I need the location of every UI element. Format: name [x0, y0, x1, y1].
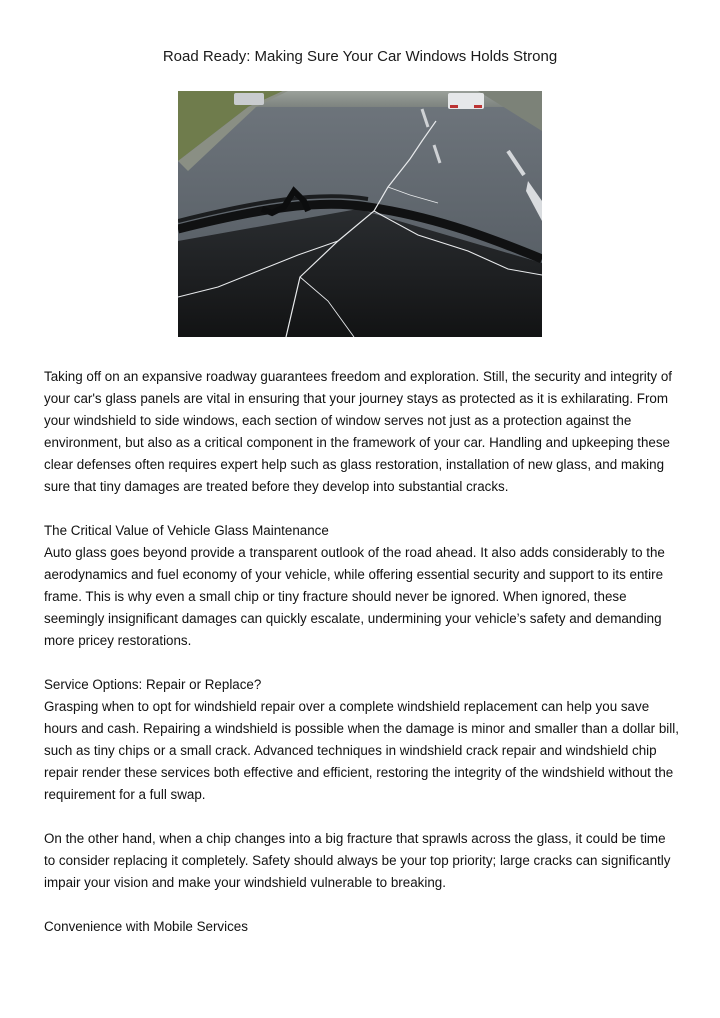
document-title: Road Ready: Making Sure Your Car Windows Holds Strong	[162, 48, 558, 65]
article-body	[44, 366, 680, 938]
section-heading-repair-or-replace: Service Options: Repair or Replace?	[44, 677, 262, 692]
section-heading-glass-maintenance: The Critical Value of Vehicle Glass Maintenance	[44, 523, 329, 538]
section-paragraph-repair: Grasping when to opt for windshield repair over a complete windshield replacement can help you save hours and cash. Repairing a windshield is possible when the damage is minor and smaller than a dollar bill, such as tiny chips or a small crack. Advanced techniques in windshield crack repair and windshield chip repair render these services both effective and efficient, restoring the integrity of the windshield without the requirement for a full swap.	[44, 699, 679, 802]
windshield-photo	[178, 91, 542, 337]
section-heading-mobile-services: Convenience with Mobile Services	[44, 919, 248, 934]
section-paragraph-glass-maintenance: Auto glass goes beyond provide a transparent outlook of the road ahead. It also adds considerably to the aerodynamics and fuel economy of your vehicle, while offering essential security and support to its entire frame. This is why even a small chip or tiny fracture should never be ignored. When ignored, these seemingly insignificant damages can quickly escalate, undermining your vehicle’s safety and demanding more pricey restorations.	[44, 545, 665, 648]
section-paragraph-replace: On the other hand, when a chip changes into a big fracture that sprawls across the glass, it could be time to consider replacing it completely. Safety should always be your top priority; large cracks can significantly impair your vision and make your windshield vulnerable to breaking.	[44, 831, 671, 890]
intro-paragraph: Taking off on an expansive roadway guarantees freedom and exploration. Still, the security and integrity of your car's glass panels are vital in ensuring that your journey stays as protected as it is exhilarating. From your windshield to side windows, each section of window serves not just as a protection against the environment, but also as a critical component in the framework of your car. Handling and upkeeping these clear defenses often requires expert help such as glass restoration, installation of new glass, and making sure that tiny damages are treated before they develop into substantial cracks.	[44, 369, 672, 494]
